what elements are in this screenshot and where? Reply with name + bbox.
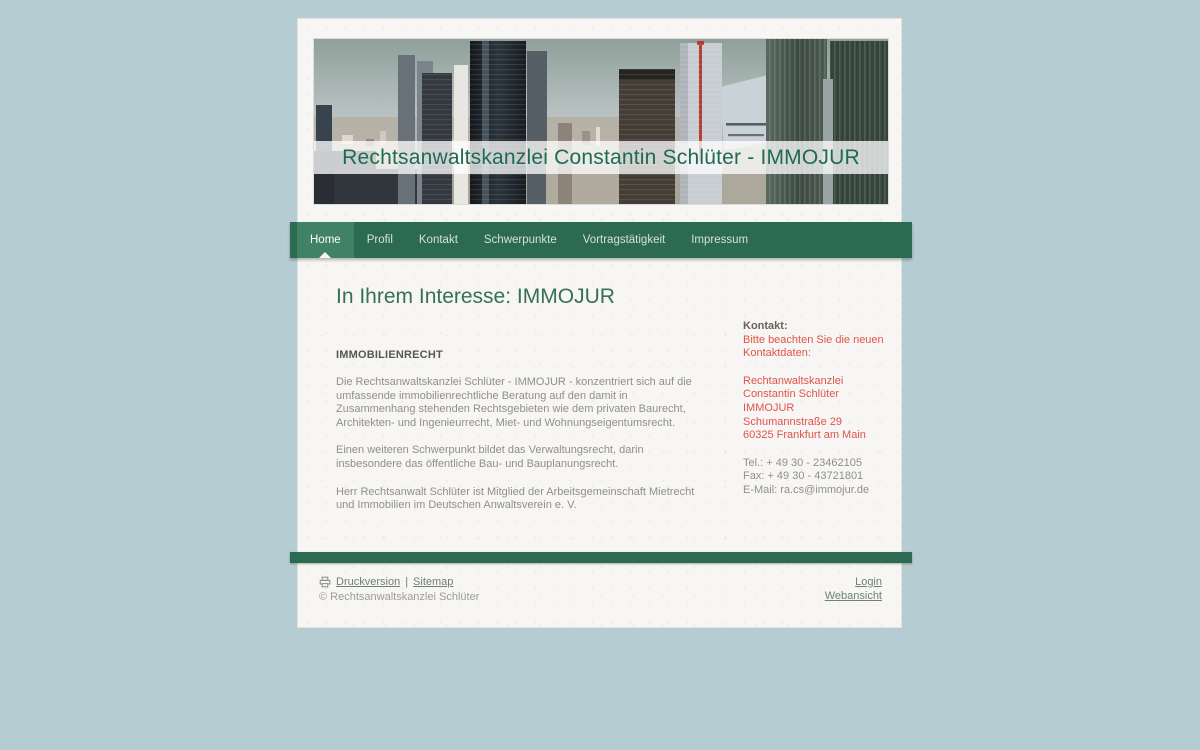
nav-item-vortragstaetigkeit[interactable]: Vortragstätigkeit	[582, 234, 666, 246]
contact-label: Kontakt:	[743, 320, 788, 332]
contact-details	[743, 457, 885, 498]
nav-item-impressum[interactable]: Impressum	[691, 234, 749, 246]
druckversion-link[interactable]: Druckversion	[336, 576, 401, 588]
address-line-3: IMMOJUR	[743, 401, 795, 414]
main-content	[336, 285, 698, 527]
phone-line: Tel.: + 49 30 - 23462105	[743, 456, 862, 469]
footer	[319, 575, 882, 604]
body-paragraph-1: Die Rechtsanwaltskanzlei Schlüter - IMMOJUR - konzentriert sich auf die umfassende immobilienrechtliche Beratung auf den damit in Zusammenhang stehenden Rechtsgebieten wie dem privaten Baurecht, Architekten- und Ingenieurrecht, Miet- und Wohnungseigentumsrecht.	[336, 376, 692, 429]
footer-links	[319, 575, 479, 589]
page-title: In Ihrem Interesse: IMMOJUR	[336, 285, 615, 308]
main-nav	[290, 222, 912, 258]
address-line-2: Constantin Schlüter	[743, 388, 839, 401]
login-link[interactable]: Login	[855, 576, 882, 588]
frankfurt-skyline-image	[314, 39, 888, 204]
nav-item-schwerpunkte[interactable]: Schwerpunkte	[483, 234, 557, 246]
address-line-5: 60325 Frankfurt am Main	[743, 429, 866, 442]
fax-line: Fax: + 49 30 - 43721801	[743, 470, 864, 483]
body-paragraph-3: Herr Rechtsanwalt Schlüter ist Mitglied der Arbeitsgemeinschaft Mietrecht und Immobilien im Deutschen Anwaltsverein e. V.	[336, 485, 695, 512]
page-container	[297, 18, 902, 628]
body-paragraph-2: Einen weiteren Schwerpunkt bildet das Verwaltungsrecht, darin insbesondere das öffentliche Bau- und Bauplanungsrecht.	[336, 444, 644, 470]
site-title: Rechtsanwaltskanzlei Constantin Schlüter - IMMOJUR	[342, 145, 860, 169]
email-line: E-Mail: ra.cs@immojur.de	[743, 483, 870, 496]
contact-sidebar	[743, 320, 885, 498]
nav-item-profil[interactable]: Profil	[366, 234, 393, 246]
section-subheading: IMMOBILIENRECHT	[336, 349, 443, 361]
contact-address	[743, 375, 885, 443]
nav-item-kontakt[interactable]: Kontakt	[418, 234, 458, 246]
sitemap-link[interactable]: Sitemap	[413, 576, 454, 588]
nav-item-home[interactable]: Home	[297, 222, 354, 258]
copyright-text: © Rechtsanwaltskanzlei Schlüter	[319, 591, 480, 603]
printer-icon	[319, 576, 331, 588]
footer-divider-bar	[290, 552, 912, 563]
contact-notice: Bitte beachten Sie die neuen Kontaktdaten:	[743, 333, 884, 360]
footer-left	[319, 575, 479, 604]
site-title-band	[314, 141, 888, 174]
address-line-4: Schumannstraße 29	[743, 415, 843, 428]
address-line-1: Rechtanwaltskanzlei	[743, 374, 844, 387]
footer-link-separator: |	[405, 576, 409, 588]
webansicht-link[interactable]: Webansicht	[824, 590, 882, 602]
footer-right	[825, 575, 882, 604]
header-photo	[314, 39, 888, 204]
